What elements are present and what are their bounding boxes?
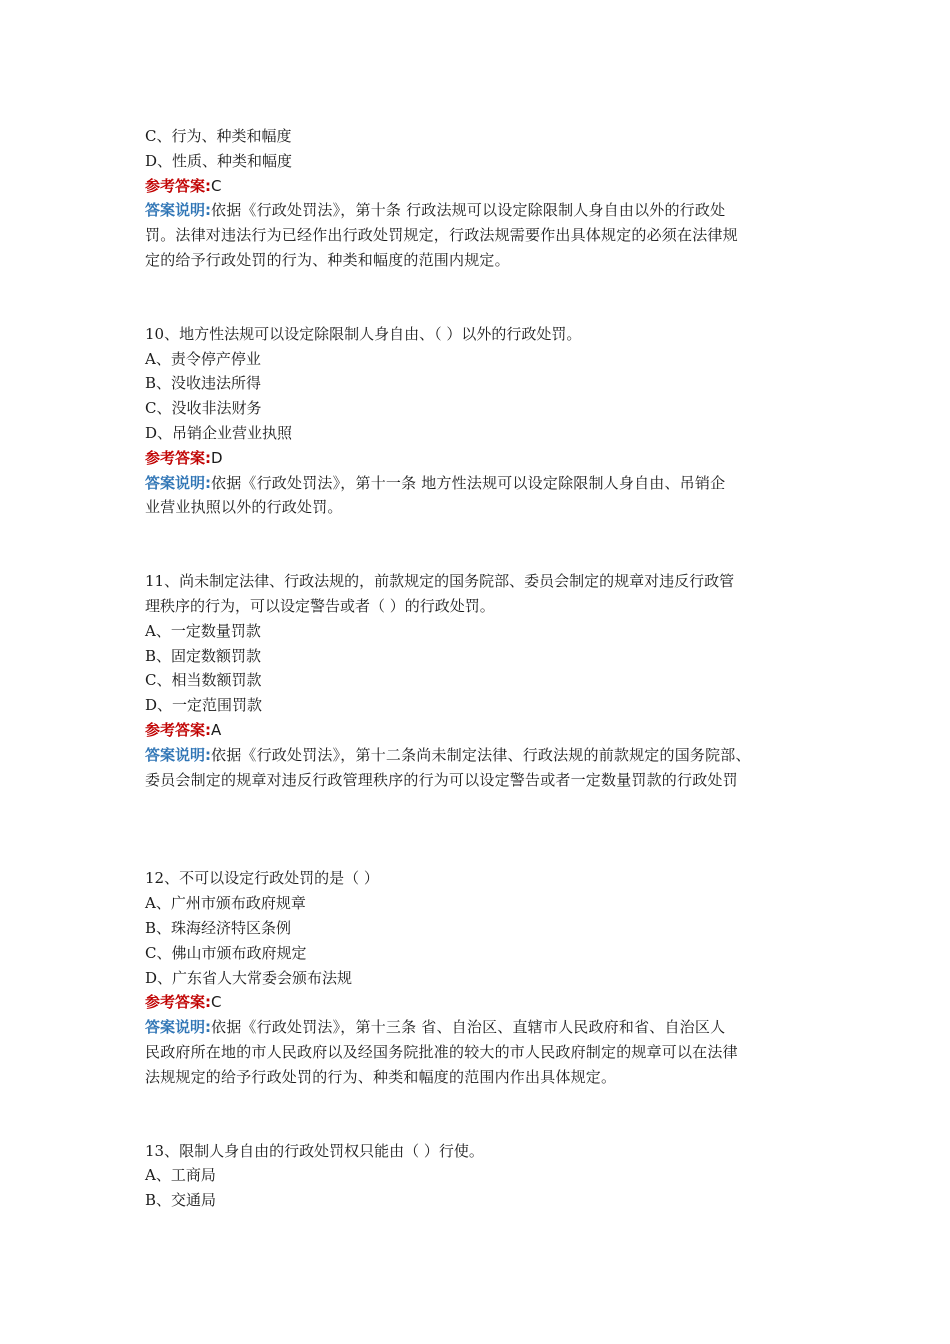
answer-line: [145, 718, 815, 743]
explain-text: 罚。法律对违法行为已经作出行政处罚规定，行政法规需要作出具体规定的必须在法律规: [145, 226, 738, 245]
explain-label: 答案说明:: [145, 745, 211, 764]
question-11: [145, 569, 815, 792]
explain-text: 法规规定的给予行政处罚的行为、种类和幅度的范围内作出具体规定。: [145, 1067, 617, 1086]
option: A、责令停产停业: [145, 349, 261, 368]
explain-text: 依据《行政处罚法》，第十一条 地方性法规可以设定除限制人身自由、吊销企: [211, 473, 726, 492]
question-12: [145, 866, 815, 1089]
option: D、性质、种类和幅度: [145, 151, 293, 170]
option: B、固定数额罚款: [145, 646, 262, 665]
answer-line: [145, 446, 815, 471]
answer-label: 参考答案:: [145, 720, 211, 739]
document-body: [145, 124, 815, 1213]
question-13: [145, 1139, 815, 1213]
option: D、吊销企业营业执照: [145, 423, 293, 442]
answer-label: 参考答案:: [145, 993, 211, 1012]
question-10: [145, 322, 815, 520]
question-stem: 11、尚未制定法律、行政法规的，前款规定的国务院部、委员会制定的规章对违反行政管: [145, 572, 735, 591]
answer-value: C: [211, 993, 222, 1012]
explain-text: 依据《行政处罚法》，第十条 行政法规可以设定除限制人身自由以外的行政处: [211, 201, 726, 220]
explain-line: [145, 198, 815, 223]
answer-value: D: [211, 448, 223, 467]
option: C、没收非法财务: [145, 399, 262, 418]
answer-line: [145, 174, 815, 199]
explain-line: [145, 1015, 815, 1040]
option: C、相当数额罚款: [145, 671, 262, 690]
explain-text: 依据《行政处罚法》，第十二条尚未制定法律、行政法规的前款规定的国务院部、: [211, 745, 751, 764]
question-stem: 理秩序的行为，可以设定警告或者（ ）的行政处罚。: [145, 596, 495, 615]
answer-value: C: [211, 176, 222, 195]
option: C、佛山市颁布政府规定: [145, 943, 307, 962]
explain-line: [145, 743, 815, 768]
explain-text: 业营业执照以外的行政处罚。: [145, 498, 343, 517]
question-stem: 10、地方性法规可以设定除限制人身自由、（ ）以外的行政处罚。: [145, 324, 582, 343]
prev-question-tail: [145, 124, 815, 273]
option: B、珠海经济特区条例: [145, 918, 292, 937]
question-stem: 12、不可以设定行政处罚的是（ ）: [145, 869, 379, 888]
answer-line: [145, 990, 815, 1015]
explain-text: 依据《行政处罚法》，第十三条 省、自治区、直辖市人民政府和省、自治区人: [211, 1018, 726, 1037]
answer-value: A: [211, 720, 222, 739]
option: B、交通局: [145, 1191, 217, 1210]
explain-label: 答案说明:: [145, 1018, 211, 1037]
explain-text: 定的给予行政处罚的行为、种类和幅度的范围内规定。: [145, 250, 510, 269]
explain-label: 答案说明:: [145, 473, 211, 492]
option: D、一定范围罚款: [145, 696, 263, 715]
answer-label: 参考答案:: [145, 176, 211, 195]
option: B、没收违法所得: [145, 374, 262, 393]
option: D、广东省人大常委会颁布法规: [145, 968, 353, 987]
option: A、广州市颁布政府规章: [145, 894, 306, 913]
option: A、一定数量罚款: [145, 621, 261, 640]
explain-line: [145, 471, 815, 496]
option: C、行为、种类和幅度: [145, 127, 292, 145]
question-stem: 13、限制人身自由的行政处罚权只能由（ ）行使。: [145, 1141, 484, 1160]
answer-label: 参考答案:: [145, 448, 211, 467]
explain-text: 民政府所在地的市人民政府以及经国务院批准的较大的市人民政府制定的规章可以在法律: [145, 1042, 738, 1061]
option: A、工商局: [145, 1166, 216, 1185]
explain-label: 答案说明:: [145, 201, 211, 220]
explain-text: 委员会制定的规章对违反行政管理秩序的行为可以设定警告或者一定数量罚款的行政处罚: [145, 770, 738, 789]
